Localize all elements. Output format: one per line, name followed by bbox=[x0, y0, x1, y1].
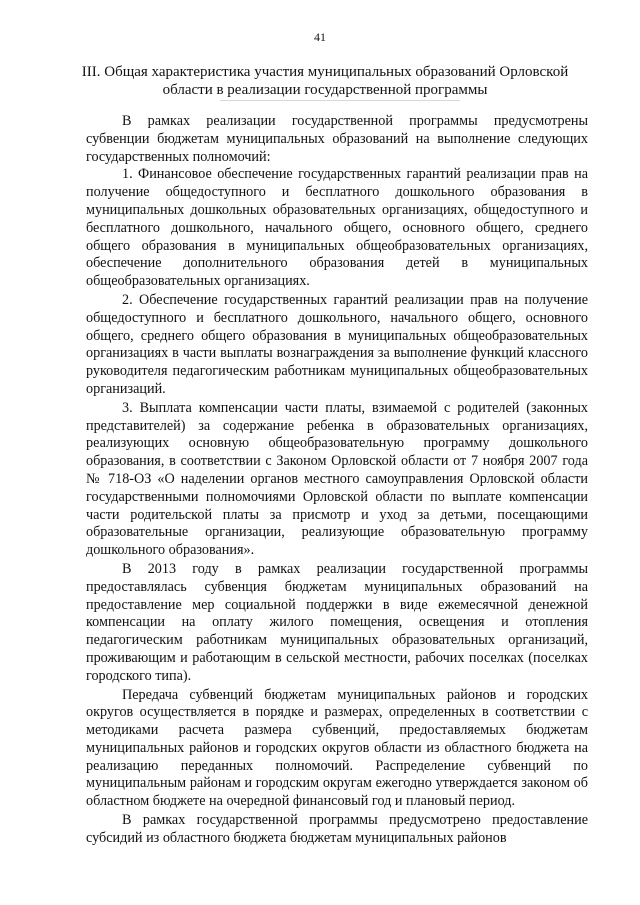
section-title bbox=[60, 63, 590, 99]
section-title-text: III. Общая характеристика участия муниципальных образований Орловской области в реализации государственной программы bbox=[81, 64, 569, 98]
paragraph-2013-subvention: В 2013 году в рамках реализации государственной программы предоставлялась субвенция бюджетам муниципальных образований на предоставление мер социальной поддержки в виде ежемесячной денежной компенсации на оплату жилого помещения, освещения и отопления педагогическим работникам муниципальных образовательных организаций, проживающим и работающим в сельской местности, рабочих поселках (поселках городского типа). bbox=[86, 560, 588, 684]
paragraph-item-1: 1. Финансовое обеспечение государственных гарантий реализации прав на получение общедоступного и бесплатного дошкольного образования в муниципальных дошкольных образовательных организациях, общедоступного и бесплатного дошкольного, начального общего, основного общего, среднего общего образования в муниципальных общеобразовательных организациях, обеспечение дополнительного образования детей в муниципальных общеобразовательных организациях. bbox=[86, 166, 588, 290]
title-underline bbox=[220, 100, 460, 101]
paragraph-item-3: 3. Выплата компенсации части платы, взимаемой с родителей (законных представителей) за содержание ребенка в образовательных организациях, реализующих основную общеобразовательную программу дошкольного образования, в соответствии с Законом Орловской области от 7 ноября 2007 года № 718-ОЗ «О наделении органов местного самоуправления Орловской области государственными полномочиями Орловской области по выплате компенсации части родительской платы за присмотр и уход за детьми, посещающими образовательные организации, реализующие образовательную программу дошкольного образования». bbox=[86, 399, 588, 559]
paragraph-item-2: 2. Обеспечение государственных гарантий реализации прав на получение общедоступного и бесплатного дошкольного, начального общего, основного общего, среднего общего образования в муниципальных общеобразовательных организациях в части выплаты вознаграждения за выполнение функций классного руководителя педагогическим работникам муниципальных общеобразовательных организаций. bbox=[86, 291, 588, 397]
document-body bbox=[86, 113, 588, 848]
paragraph-transfer-subventions: Передача субвенций бюджетам муниципальных районов и городских округов осуществляется в порядке и размерах, определенных в соответствии с методиками расчета размера субвенций, предоставляемых бюджетам муниципальных районов и городских округов области из областного бюджета на реализацию переданных полномочий. Распределение субвенций по муниципальным районам и городским округам ежегодно утверждается законом об областном бюджете на очередной финансовый год и плановый период. bbox=[86, 686, 588, 810]
paragraph-intro: В рамках реализации государственной программы предусмотрены субвенции бюджетам муниципальных образований на выполнение следующих государственных полномочий: bbox=[86, 113, 588, 165]
page-number: 41 bbox=[314, 30, 326, 44]
paragraph-subsidies: В рамках государственной программы предусмотрено предоставление субсидий из областного бюджета бюджетам муниципальных районов bbox=[86, 812, 588, 846]
